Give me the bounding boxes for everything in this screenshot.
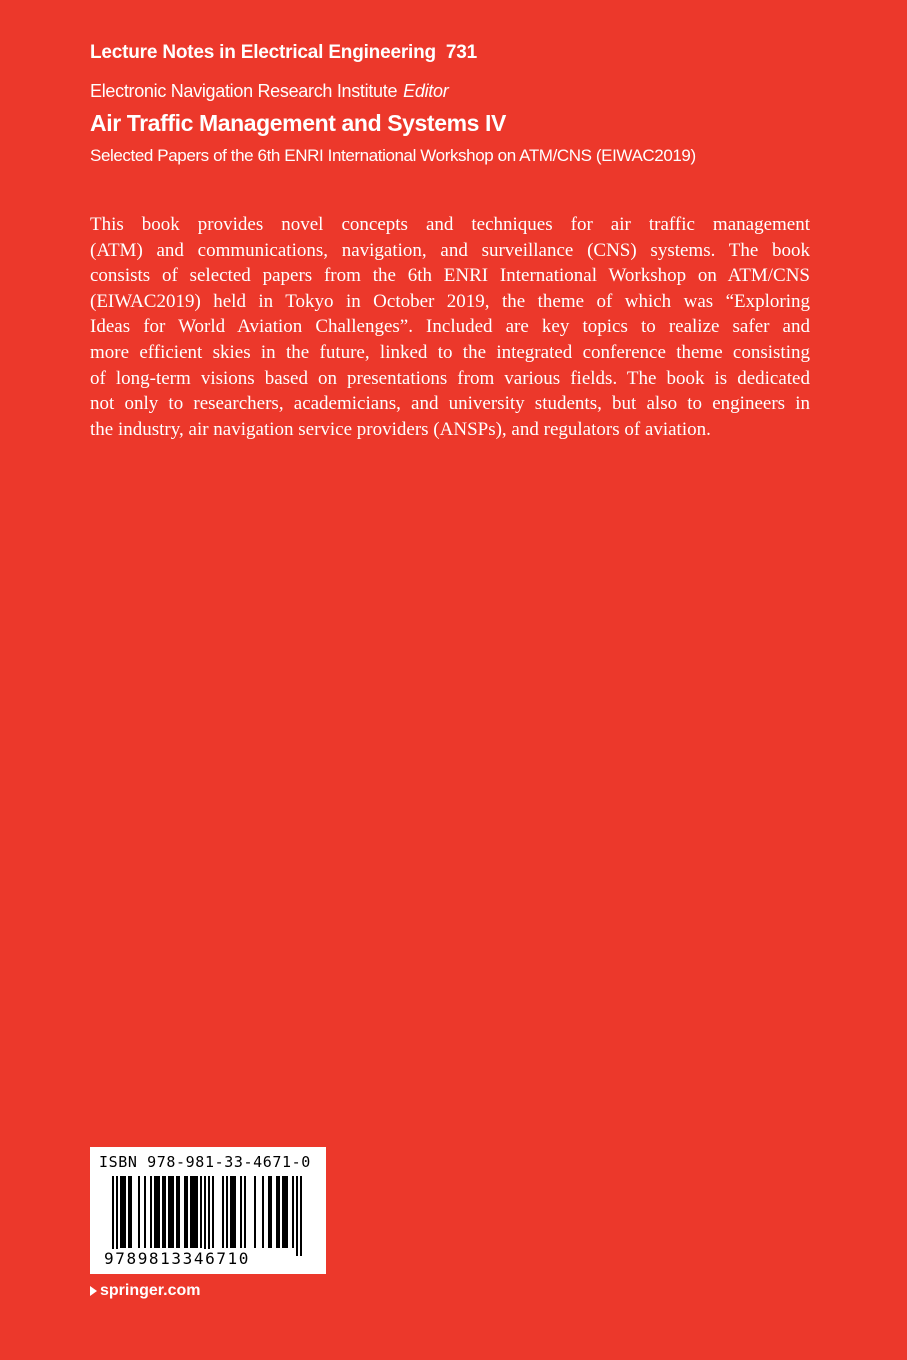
barcode-bar (296, 1176, 298, 1256)
barcode-bar (270, 1176, 272, 1248)
description-line: Ideas for World Aviation Challenges”. Included are key topics to realize safer and (90, 316, 810, 338)
editor-role: Editor (403, 81, 449, 101)
barcode-bar (144, 1176, 146, 1248)
series-number: 731 (445, 42, 478, 63)
barcode-digits: 9789813346710 (104, 1249, 251, 1268)
description-line: not only to researchers, academicians, and university students, but also to engineers in (90, 393, 810, 415)
editor-name: Electronic Navigation Research Institute (90, 81, 398, 101)
barcode-bar (286, 1176, 288, 1248)
barcode-bar (184, 1176, 186, 1248)
barcode-bar (178, 1176, 180, 1248)
barcode-bar (158, 1176, 160, 1248)
barcode-bar (244, 1176, 246, 1248)
barcode-bar (170, 1176, 172, 1248)
barcode-bar (172, 1176, 174, 1248)
barcode-bar (204, 1176, 206, 1256)
barcode-bar (240, 1176, 242, 1248)
barcode-bar (150, 1176, 152, 1248)
barcode-bar (292, 1176, 294, 1248)
barcode-bar (190, 1176, 192, 1248)
description-line: the industry, air navigation service providers (ANSPs), and regulators of aviation. (90, 418, 711, 440)
barcode-bar (226, 1176, 228, 1248)
barcode-bar (130, 1176, 132, 1248)
publisher-url[interactable]: springer.com (100, 1282, 201, 1299)
barcode-bar (278, 1176, 280, 1248)
description-line: (EIWAC2019) held in Tokyo in October 2019, the theme of which was “Exploring (90, 290, 810, 312)
publisher-website[interactable] (90, 1282, 200, 1300)
barcode-bar (192, 1176, 194, 1248)
barcode-bar (124, 1176, 126, 1248)
barcode-bar (232, 1176, 234, 1248)
barcode-bar (208, 1176, 210, 1256)
barcode-bar (168, 1176, 170, 1248)
series-name: Lecture Notes in Electrical Engineering (90, 42, 436, 63)
barcode-bar (254, 1176, 256, 1248)
isbn-label: ISBN 978-981-33-4671-0 (99, 1153, 311, 1171)
barcode-bar (186, 1176, 188, 1248)
arrow-right-icon (90, 1286, 97, 1296)
barcode-bar (282, 1176, 284, 1248)
editor-credit (90, 81, 448, 102)
barcode-bar (212, 1176, 214, 1248)
book-subtitle: Selected Papers of the 6th ENRI International Workshop on ATM/CNS (EIWAC2019) (90, 146, 696, 165)
barcode-bar (116, 1176, 118, 1256)
series-title (90, 42, 477, 64)
description-line: (ATM) and communications, navigation, and surveillance (CNS) systems. The book (90, 239, 810, 261)
barcode-bar (284, 1176, 286, 1248)
barcode-bar (128, 1176, 130, 1248)
barcode-bar (200, 1176, 202, 1248)
barcode-bar (230, 1176, 232, 1248)
barcode-bar (120, 1176, 122, 1248)
barcode-bar (162, 1176, 164, 1248)
barcode-bar (164, 1176, 166, 1248)
barcode-bar (196, 1176, 198, 1248)
book-title: Air Traffic Management and Systems IV (90, 110, 506, 136)
description-line: of long-term visions based on presentations from various fields. The book is dedicated (90, 367, 810, 389)
book-description (90, 212, 810, 442)
barcode-bar (122, 1176, 124, 1248)
barcode-bar (154, 1176, 156, 1248)
description-line: more efficient skies in the future, linked to the integrated conference theme consisting (90, 341, 810, 363)
barcode-bar (138, 1176, 140, 1248)
barcode-bar (156, 1176, 158, 1248)
description-line: consists of selected papers from the 6th ENRI International Workshop on ATM/CNS (90, 265, 810, 287)
barcode-bar (268, 1176, 270, 1248)
barcode-bar (300, 1176, 302, 1256)
barcode-bar (262, 1176, 264, 1248)
barcode-bar (276, 1176, 278, 1248)
description-line: This book provides novel concepts and techniques for air traffic management (90, 214, 810, 235)
barcode-bar (176, 1176, 178, 1248)
barcode-bar (194, 1176, 196, 1248)
barcode-bar (234, 1176, 236, 1248)
isbn-barcode (90, 1147, 326, 1274)
barcode-bar (222, 1176, 224, 1248)
barcode-bar (112, 1176, 114, 1256)
